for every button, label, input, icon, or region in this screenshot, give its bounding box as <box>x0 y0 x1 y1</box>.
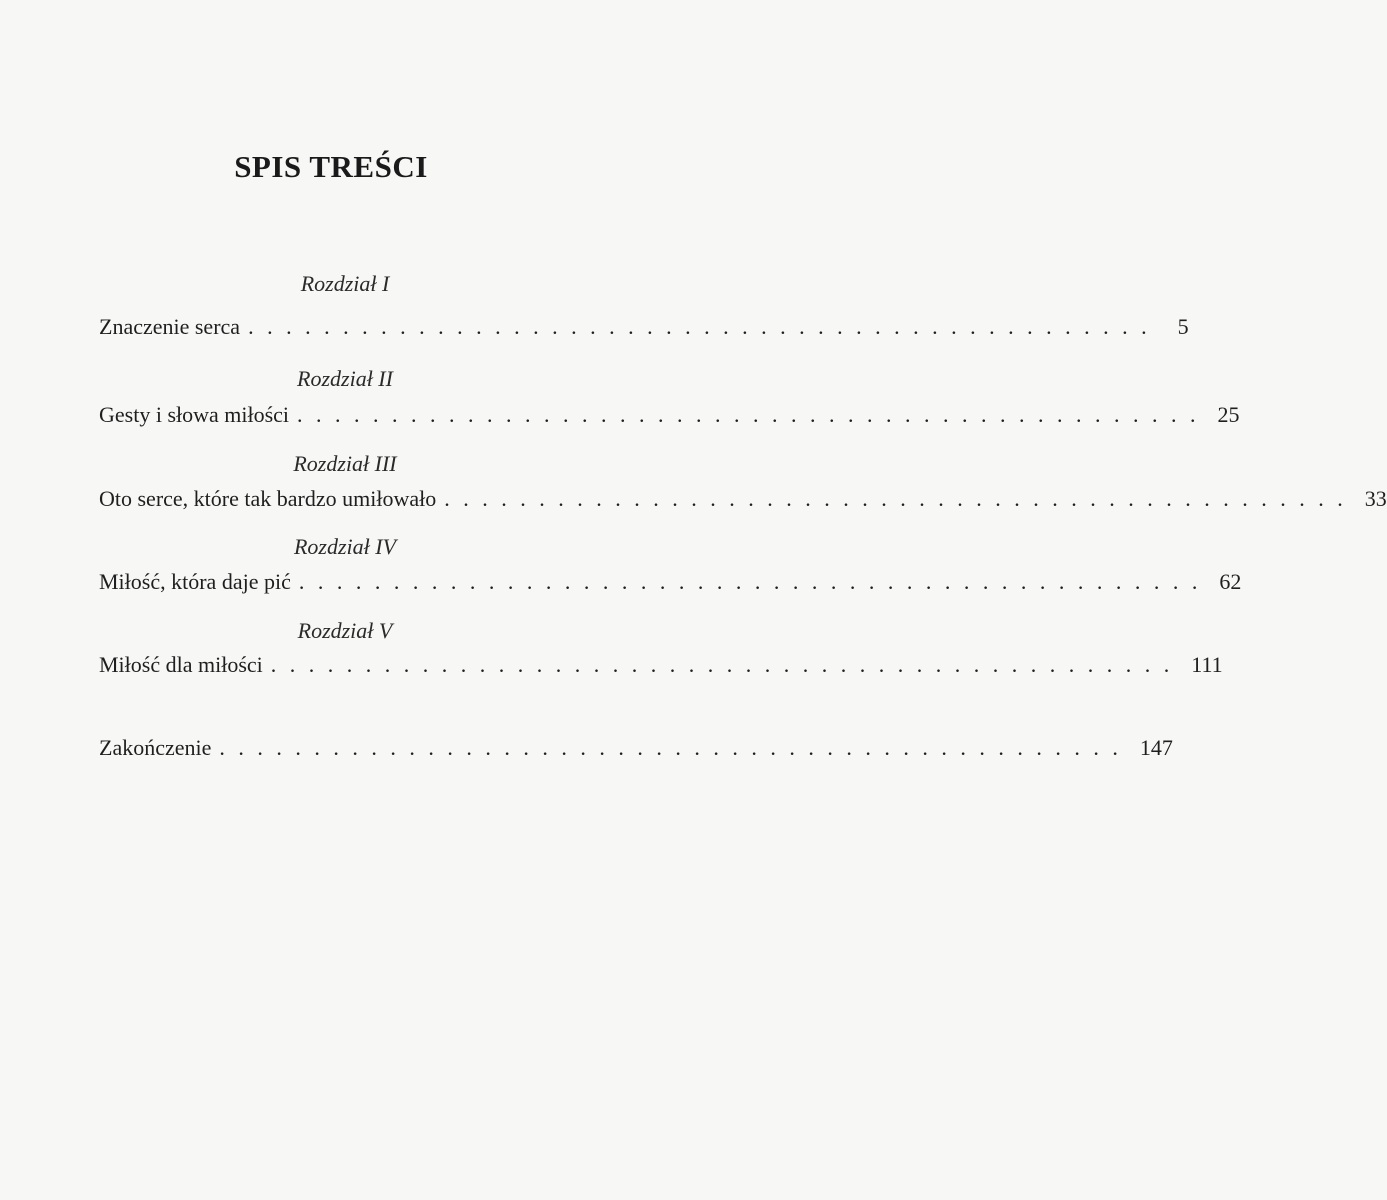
toc-entry[interactable] <box>99 400 1240 430</box>
entry-title: Gesty i słowa miłości <box>99 402 290 427</box>
chapter-label: Rozdział III <box>293 451 397 476</box>
page-title: SPIS TREŚCI <box>234 149 428 184</box>
chapter-label: Rozdział II <box>297 366 393 391</box>
page-number: 5 <box>1177 314 1189 339</box>
toc-entry[interactable] <box>99 484 1387 514</box>
entry-title: Oto serce, które tak bardzo umiłowało <box>99 486 437 511</box>
toc-entry[interactable] <box>99 650 1223 680</box>
page-number: 33 <box>1364 486 1387 511</box>
entry-title: Miłość dla miłości <box>99 652 263 677</box>
dot-leader: . . . . . . . . . . . . . . . . . . . . . . . . . . . . . . . . . . . . . . . . . . . . . . . . <box>297 402 1200 427</box>
page-number: 25 <box>1217 402 1240 427</box>
dot-leader: . . . . . . . . . . . . . . . . . . . . . . . . . . . . . . . . . . . . . . . . . . . . . . . . <box>248 314 1151 339</box>
toc-entry-conclusion[interactable] <box>99 733 1173 763</box>
chapter-label: Rozdział I <box>300 271 390 296</box>
entry-title: Zakończenie <box>99 735 212 760</box>
page-number: 111 <box>1191 652 1223 677</box>
dot-leader: . . . . . . . . . . . . . . . . . . . . . . . . . . . . . . . . . . . . . . . . . . . . . . . . <box>270 652 1174 677</box>
entry-title: Miłość, która daje pić <box>99 569 291 594</box>
page-number: 147 <box>1139 735 1173 760</box>
toc-entry[interactable] <box>99 312 1189 342</box>
chapter-label: Rozdział V <box>297 618 393 643</box>
chapter-label: Rozdział IV <box>293 534 397 559</box>
dot-leader: . . . . . . . . . . . . . . . . . . . . . . . . . . . . . . . . . . . . . . . . . . . . . . . . <box>219 735 1122 760</box>
dot-leader: . . . . . . . . . . . . . . . . . . . . . . . . . . . . . . . . . . . . . . . . . . . . . . . . <box>444 486 1347 511</box>
toc-entry[interactable] <box>99 567 1242 597</box>
page-number: 62 <box>1219 569 1242 594</box>
entry-title: Znaczenie serca <box>99 314 241 339</box>
dot-leader: . . . . . . . . . . . . . . . . . . . . . . . . . . . . . . . . . . . . . . . . . . . . . . . . <box>298 569 1202 594</box>
